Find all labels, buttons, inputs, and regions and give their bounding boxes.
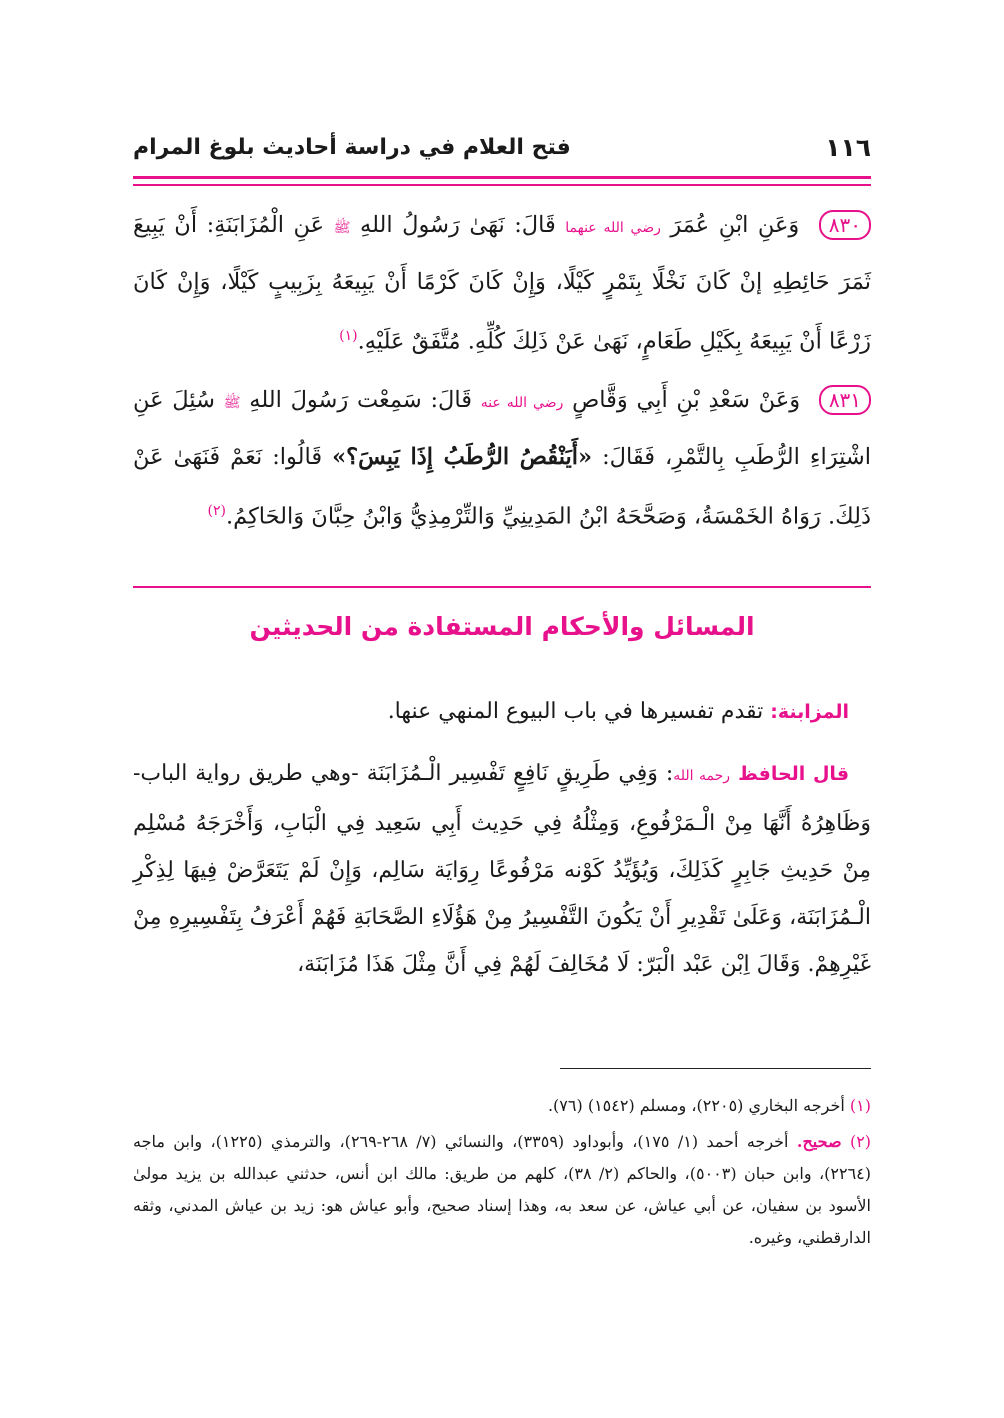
paragraph-text: تقدم تفسيرها في باب البيوع المنهي عنها. — [387, 699, 764, 724]
honorific-glyph: رضي الله عنه — [480, 394, 564, 411]
speaker-label: قال الحافظ — [738, 763, 850, 785]
hadith-text: وَعَنِ ابْنِ عُمَرَ — [670, 212, 800, 238]
hadith-text: عَنِ الْمُزَابَنَةِ: أَنْ يَبِيعَ ثَمَرَ حَائِطِهِ إنْ كَانَ نَخْلًا بِتَمْرٍ كَيْلًا، وَإِنْ كَانَ كَرْمًا أَنْ يَبِيعَهُ بِزَبِيبٍ كَيْلًا، وَإِنْ كَانَ زَرْعًا أَنْ يَبِيعَهُ بِكَيْلِ طَعَامٍ، نَهَىٰ عَنْ ذَلِكَ كُلِّهِ. مُتَّفَقٌ عَلَيْهِ. — [133, 212, 871, 355]
hadith-number-badge: ٨٣٠ — [819, 210, 871, 240]
footnote-2 — [133, 1126, 871, 1254]
page-header — [133, 122, 871, 172]
hadith-830 — [133, 198, 871, 369]
footnote-text: أخرجه البخاري (٢٢٠٥)، ومسلم (١٥٤٢) (٧٦). — [547, 1096, 845, 1115]
hadith-text: سُئِلَ عَنِ اشْتِرَاءِ الرُّطَبِ بِالتَّمْرِ، فَقَالَ: — [133, 386, 871, 470]
honorific-glyph: رضي الله عنهما — [565, 220, 661, 236]
footnote-ref[interactable]: (١) — [339, 328, 358, 344]
hadith-831 — [133, 373, 871, 544]
commentary — [133, 688, 871, 988]
page-number: ١١٦ — [825, 132, 871, 162]
footnote-number: (١) — [849, 1096, 871, 1115]
paragraph-text: : وَفِي طَرِيقٍ نَافِعٍ تَفْسِير الْـمُزَابَنَة -وهي طريق رواية الباب- وَظَاهِرُهُ أَنَّهَا مِنْ الْـمَرْفُوعِ، وَمِثْلُهُ فِي حَدِيث أَبِي سَعِيد فِي الْبَابِ، وَأَخْرَجَهُ مُسْلِم مِنْ حَدِيثِ جَابِرٍ كَذَلِكَ، وَيُؤَيِّدُ كَوْنه مَرْفُوعًا رِوَايَة سَالِم، وَإِنْ لَمْ يَتَعَرَّضْ فِيهَا لِذِكْرِ الْـمُزَابَنَة، وَعَلَىٰ تَقْدِيرِ أَنْ يَكُونَ التَّفْسِيرُ مِنْ هَؤُلَاءِ الصَّحَابَةِ فَهُمْ أَعْرَفُ بِتَفْسِيرِهِ مِنْ غَيْرِهِمْ. وَقَالَ اِبْن عَبْد الْبَرّ: لَا مُخَالِفَ لَهُمْ فِي أَنَّ مِثْلَ هَذَا مُزَابَنَة، — [133, 761, 871, 977]
section-title: المسائل والأحكام المستفادة من الحديثين — [249, 612, 755, 641]
term-label: المزابنة: — [770, 701, 849, 723]
book-title: فتح العلام في دراسة أحاديث بلوغ المرام — [133, 134, 571, 160]
hadith-text: وَعَنْ سَعْدِ بْنِ أَبِي وَقَّاصٍ — [572, 386, 801, 413]
salawat-glyph: ﷺ — [333, 220, 351, 236]
prophetic-quote: «أَيَنْقُصُ الرُّطَبُ إِذَا يَبِسَ؟» — [332, 443, 593, 470]
header-rule — [133, 176, 871, 179]
hadith-block — [133, 198, 871, 543]
hadith-text: قَالَ: نَهَىٰ رَسُولُ اللهِ — [360, 212, 556, 238]
hadith-number-badge: ٨٣١ — [819, 385, 871, 415]
salawat-glyph: ﷺ — [223, 394, 241, 411]
footnote-ref[interactable]: (٢) — [207, 502, 226, 519]
section-divider — [133, 586, 871, 588]
footnote-number: (٢) — [849, 1132, 872, 1151]
paragraph-muzabana — [133, 688, 871, 736]
footnote-separator — [560, 1068, 871, 1069]
rahimahullah-glyph: رحمه الله — [673, 768, 731, 784]
header-rule-secondary — [133, 184, 871, 186]
footnote-1 — [133, 1090, 871, 1122]
hadith-text: قَالُوا: نَعَمْ فَنَهَىٰ عَنْ ذَلِكَ. رَوَاهُ الخَمْسَةُ، وَصَحَّحَهُ ابْنُ المَدِينِيِّ وَالتِّرْمِذِيُّ وَابْنُ حِبَّانَ وَالحَاكِمُ. — [133, 443, 871, 529]
footnote-grade: صحيح. — [796, 1132, 842, 1151]
hadith-text: قَالَ: سَمِعْت رَسُولَ اللهِ — [249, 386, 472, 413]
footnotes — [133, 1090, 871, 1254]
footnote-text: أخرجه أحمد (١/ ١٧٥)، وأبوداود (٣٣٥٩)، والنسائي (٧/ ٢٦٨-٢٦٩)، والترمذي (١٢٢٥)، وابن ماجه (٢٢٦٤)، وابن حبان (٥٠٠٣)، والحاكم (٢/ ٣٨)، كلهم من طريق: مالك ابن أنس، حدثني عبدالله بن يزيد مولىٰ الأسود بن سفيان، عن أبي عياش، عن سعد به، وهذا إسناد صحيح، وأبو عياش هو: زيد بن عياش المدني، وثقه الدارقطني، وغيره. — [133, 1132, 871, 1247]
paragraph-hafiz — [133, 750, 871, 988]
